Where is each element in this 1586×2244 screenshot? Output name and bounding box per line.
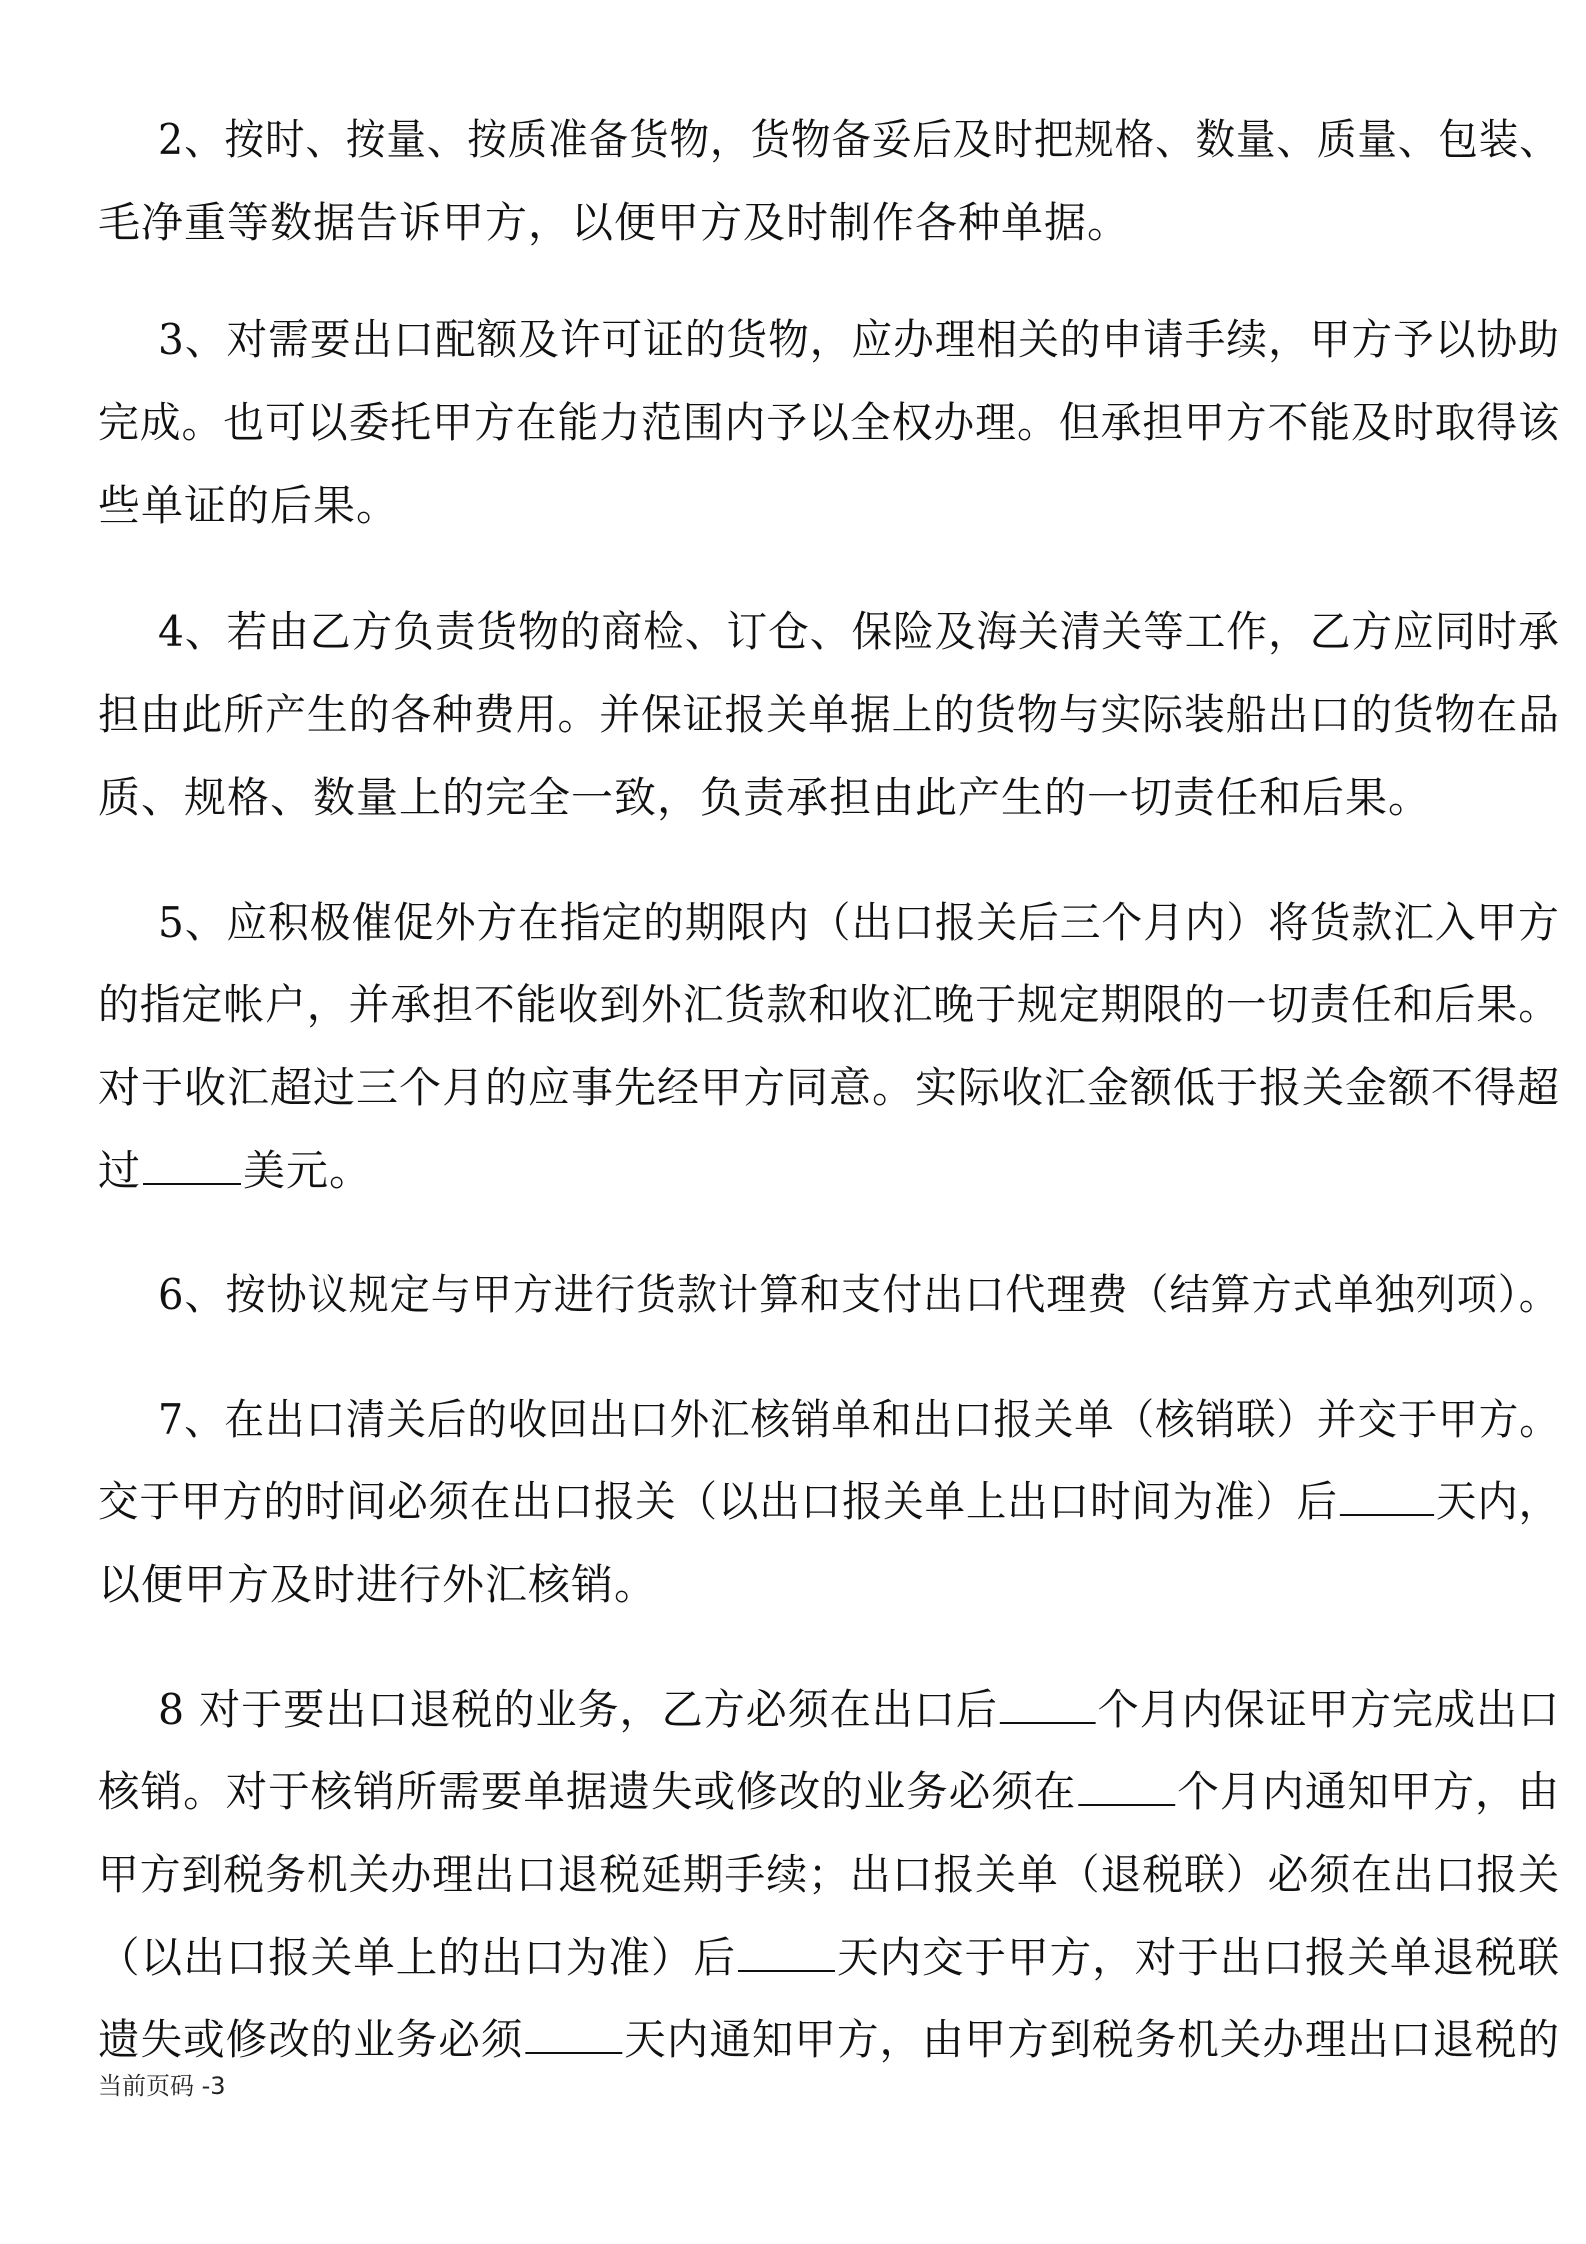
paragraph-4-line-3: 对于收汇超过三个月的应事先经甲方同意。实际收汇金额低于报关金额不得超 <box>98 1063 1561 1112</box>
page-number: 当前页码 -3 <box>98 2072 226 2100</box>
paragraph-3-line-3: 质、规格、数量上的完全一致，负责承担由此产生的一切责任和后果。 <box>98 773 1432 822</box>
paragraph-7-line-3: 甲方到税务机关办理出口退税延期手续；出口报关单（退税联）必须在出口报关 <box>98 1850 1560 1899</box>
paragraph-3-line-2: 担由此所产生的各种费用。并保证报关单据上的货物与实际装船出口的货物在品 <box>98 690 1560 739</box>
paragraph-2-line-1: 3、对需要出口配额及许可证的货物，应办理相关的申请手续，甲方予以协助 <box>158 315 1560 364</box>
paragraph-2-line-3: 些单证的后果。 <box>98 481 400 530</box>
paragraph-7-line-4: （以出口报关单上的出口为准）后 天内交于甲方，对于出口报关单退税联 <box>98 1933 1561 1982</box>
paragraph-7-line-1: 8 对于要出口退税的业务，乙方必须在出口后 个月内保证甲方完成出口 <box>158 1685 1561 1734</box>
fill-in-blank <box>738 1934 835 1972</box>
paragraph-4-line-4: 过 美元。 <box>98 1146 373 1195</box>
paragraph-6-line-2: 交于甲方的时间必须在出口报关（以出口报关单上出口时间为准）后 天内， <box>98 1477 1561 1526</box>
fill-in-blank <box>1000 1686 1096 1724</box>
fill-in-blank <box>143 1147 241 1185</box>
paragraph-6-line-3: 以便甲方及时进行外汇核销。 <box>98 1560 658 1609</box>
fill-in-blank <box>1078 1768 1175 1806</box>
paragraph-3-line-1: 4、若由乙方负责货物的商检、订仓、保险及海关清关等工作，乙方应同时承 <box>158 607 1560 656</box>
paragraph-6-line-1: 7、在出口清关后的收回出口外汇核销单和出口报关单（核销联）并交于甲方。 <box>158 1395 1560 1444</box>
fill-in-blank <box>1340 1478 1434 1516</box>
paragraph-5-line-1: 6、按协议规定与甲方进行货款计算和支付出口代理费（结算方式单独列项）。 <box>158 1270 1560 1319</box>
paragraph-1-line-2: 毛净重等数据告诉甲方，以便甲方及时制作各种单据。 <box>98 198 1131 247</box>
paragraph-7-line-5: 遗失或修改的业务必须 天内通知甲方，由甲方到税务机关办理出口退税的 <box>98 2015 1561 2064</box>
fill-in-blank <box>525 2016 622 2054</box>
paragraph-7-line-2: 核销。对于核销所需要单据遗失或修改的业务必须在 个月内通知甲方，由 <box>98 1767 1561 1816</box>
paragraph-4-line-2: 的指定帐户，并承担不能收到外汇货款和收汇晚于规定期限的一切责任和后果。 <box>98 980 1560 1029</box>
paragraph-1-line-1: 2、按时、按量、按质准备货物，货物备妥后及时把规格、数量、质量、包装、 <box>158 115 1560 164</box>
paragraph-2-line-2: 完成。也可以委托甲方在能力范围内予以全权办理。但承担甲方不能及时取得该 <box>98 398 1560 447</box>
paragraph-4-line-1: 5、应积极催促外方在指定的期限内（出口报关后三个月内）将货款汇入甲方 <box>158 898 1560 947</box>
